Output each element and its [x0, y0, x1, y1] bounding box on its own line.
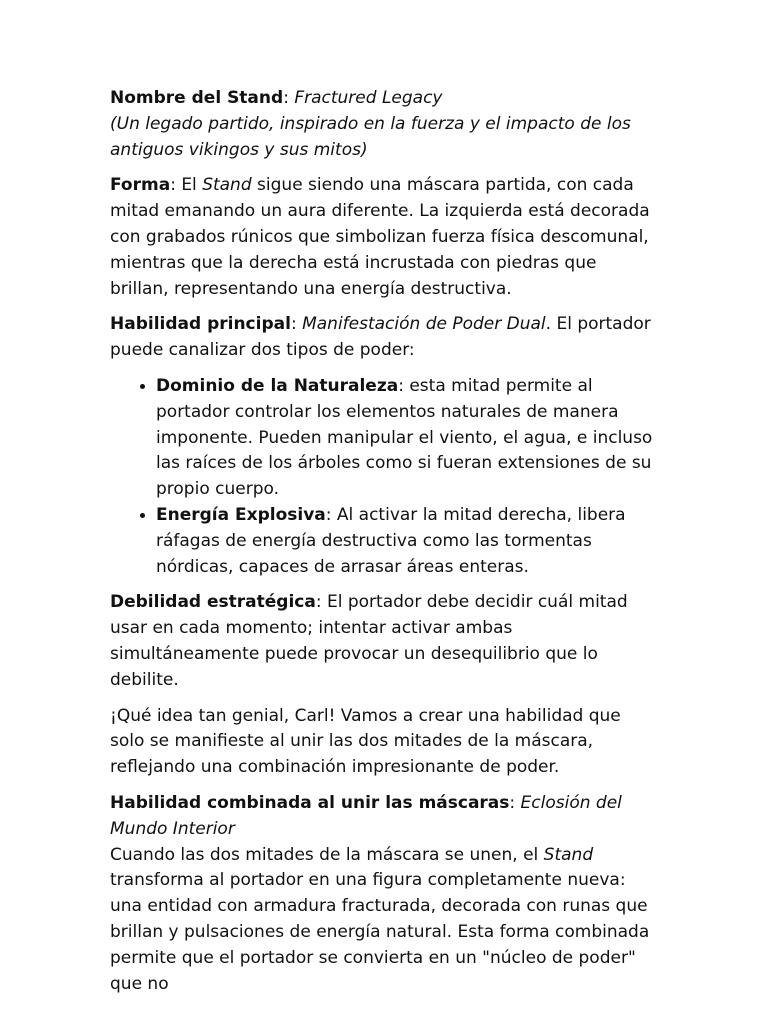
combinada-paragraph: Cuando las dos mitades de la máscara se unen, el Stand transforma al portador en una figura completamente nueva: una entidad con armadura fracturada, decorada con runas que brillan y pulsaciones de energía natural. Esta forma combinada permite que el portador se convierta en un "núcleo de poder" que no: [110, 844, 650, 994]
habilidad-paragraph: Habilidad principal: Manifestación de Poder Dual. El portador puede canalizar dos tipos de poder:: [110, 314, 651, 361]
list-item: • Dominio de la Naturaleza: esta mitad permite al portador controlar los elementos naturales de manera imponente. Pueden manipular el viento, el agua, e incluso las raíces de los árboles como si fueran extensiones de su propio cuerpo.: [156, 374, 660, 503]
stand-word: Stand: [543, 844, 594, 865]
combinada-name: Eclosión del Mundo Interior: [110, 792, 622, 839]
combinada-heading: Habilidad combinada al unir las máscaras: Eclosión del Mundo Interior: [110, 792, 622, 839]
habilidad-label: Habilidad principal: [110, 314, 291, 335]
combinada-label: Habilidad combinada al unir las máscaras: [110, 792, 510, 813]
list-item: • Energía Explosiva: Al activar la mitad derecha, libera ráfagas de energía destructiva como las tormentas nórdicas, capaces de arrasar áreas enteras.: [156, 503, 660, 580]
stand-title-line: [110, 86, 660, 112]
stand-word: Stand: [202, 175, 252, 196]
stand-name: Fractured Legacy: [294, 88, 443, 108]
reply-paragraph: ¡Qué idea tan genial, Carl! Vamos a crear una habilidad que solo se manifieste al unir las dos mitades de la máscara, reflejando una combinación impresionante de poder.: [110, 705, 621, 778]
habilidad-name: Manifestación de Poder Dual: [302, 314, 546, 335]
forma-label: Forma: [110, 175, 171, 196]
debilidad-label: Debilidad estratégica: [110, 592, 316, 613]
powers-list: [110, 374, 660, 580]
debilidad-paragraph: Debilidad estratégica: El portador debe decidir cuál mitad usar en cada momento; intentar activar ambas simultáneamente puede provocar un desequilibrio que lo debilite.: [110, 592, 628, 690]
stand-name-colon: :: [283, 88, 295, 108]
stand-name-label: Nombre del Stand: [110, 88, 284, 108]
forma-paragraph: Forma: El Stand sigue siendo una máscara partida, con cada mitad emanando un aura diferente. La izquierda está decorada con grabados rúnicos que simbolizan fuerza física descomunal, mientras que la derecha está incrustada con piedras que brillan, representando una energía destructiva.: [110, 175, 650, 299]
stand-subtitle: (Un legado partido, inspirado en la fuerza y el impacto de los antiguos vikingos y sus mitos): [110, 113, 631, 160]
